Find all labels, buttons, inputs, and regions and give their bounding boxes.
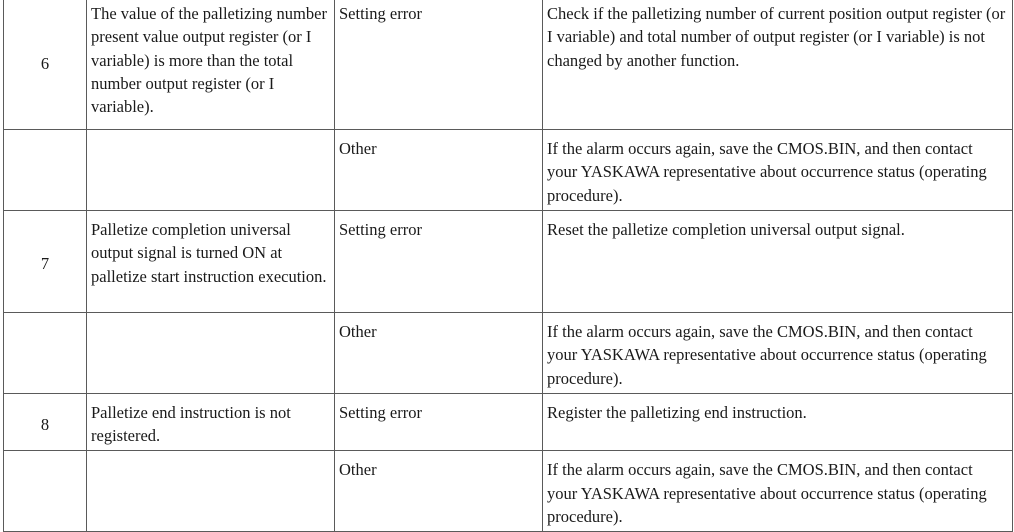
remedy: Reset the palletize completion universal output signal.: [543, 211, 1013, 313]
alarm-cause: Palletize end instruction is not registered.: [87, 393, 335, 451]
empty-cell: [87, 130, 335, 211]
alarm-cause: Palletize completion universal output signal is turned ON at palletize start instruction execution.: [87, 211, 335, 313]
check-type: Other: [335, 130, 543, 211]
remedy: If the alarm occurs again, save the CMOS.BIN, and then contact your YASKAWA representative about occurrence status (operating procedure).: [543, 451, 1013, 532]
alarm-remedy-table: [3, 0, 1013, 532]
alarm-number: 8: [4, 393, 87, 451]
table-row: [4, 313, 1013, 394]
alarm-number: 7: [4, 211, 87, 313]
table-row: [4, 393, 1013, 451]
remedy: If the alarm occurs again, save the CMOS.BIN, and then contact your YASKAWA representative about occurrence status (operating procedure).: [543, 313, 1013, 394]
empty-cell: [87, 451, 335, 532]
check-type: Setting error: [335, 393, 543, 451]
table-row: [4, 130, 1013, 211]
empty-cell: [4, 451, 87, 532]
remedy: Check if the palletizing number of current position output register (or I variable) and total number of output register (or I variable) is not changed by another function.: [543, 0, 1013, 130]
table-row: [4, 451, 1013, 532]
remedy: If the alarm occurs again, save the CMOS.BIN, and then contact your YASKAWA representative about occurrence status (operating procedure).: [543, 130, 1013, 211]
check-type: Setting error: [335, 211, 543, 313]
check-type: Other: [335, 451, 543, 532]
remedy: Register the palletizing end instruction.: [543, 393, 1013, 451]
check-type: Other: [335, 313, 543, 394]
check-type: Setting error: [335, 0, 543, 130]
empty-cell: [4, 130, 87, 211]
table-row: [4, 0, 1013, 130]
empty-cell: [87, 313, 335, 394]
alarm-cause: The value of the palletizing number present value output register (or I variable) is more than the total number output register (or I variable).: [87, 0, 335, 130]
empty-cell: [4, 313, 87, 394]
table-row: [4, 211, 1013, 313]
alarm-number: 6: [4, 0, 87, 130]
